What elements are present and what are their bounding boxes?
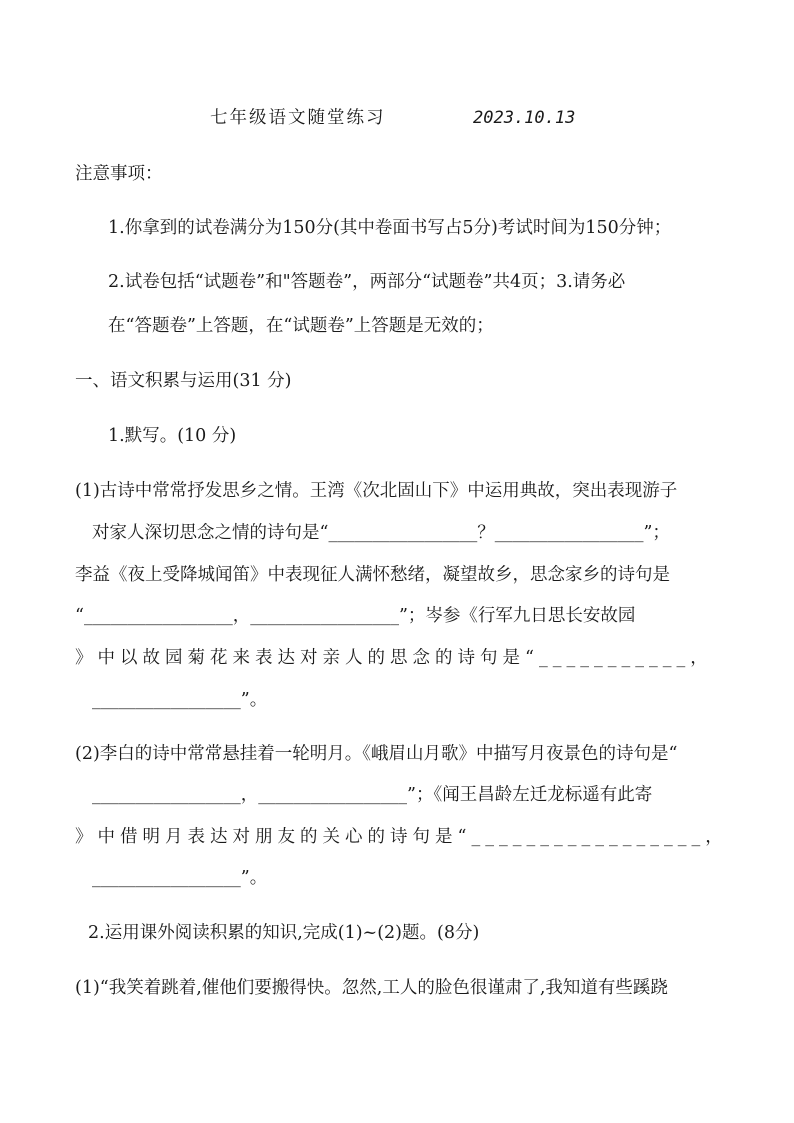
notice-item-1: 1.你拿到的试卷满分为150分(其中卷面书写占5分)考试时间为150分钟； bbox=[108, 218, 672, 238]
question-1-2-line: (2)李白的诗中常常悬挂着一轮明月。《峨眉山月歌》中描写月夜景色的诗句是“ bbox=[75, 744, 678, 764]
question-1-1-line: 李益《夜上受降城闻笛》中表现征人满怀愁绪，凝望故乡，思念家乡的诗句是 bbox=[75, 565, 670, 585]
notice-item-2-line-2: 在“答题卷”上答题，在“试题卷”上答题是无效的； bbox=[108, 316, 494, 336]
notice-item-2-line-1: 2.试卷包括“试题卷”和"答题卷”，两部分“试题卷”共4页；3.请务必 bbox=[108, 272, 626, 292]
question-1-1-line: _________________”。 bbox=[92, 690, 268, 710]
section-heading: 一、语文积累与运用(31 分) bbox=[75, 371, 292, 391]
question-1-2-line: _________________，_________________”；《闻王昌龄左迁龙标遥有此寄 bbox=[92, 785, 653, 805]
exam-title: 七年级语文随堂练习 bbox=[210, 108, 386, 128]
question-2-heading: 2.运用课外阅读积累的知识,完成(1)~(2)题。(8分) bbox=[88, 923, 480, 943]
question-1-1-line: 对家人深切思念之情的诗句是“_________________？_________________”； bbox=[92, 523, 670, 543]
question-1-1-line: (1)古诗中常常抒发思乡之情。王湾《次北固山下》中运用典故，突出表现游子 bbox=[75, 481, 678, 501]
question-2-1-line: (1)“我笑着跳着,催他们要搬得快。忽然,工人的脸色很谨肃了,我知道有些蹊跷 bbox=[75, 978, 668, 998]
question-1-2-line: 》中借明月表达对朋友的关心的诗句是“_________________， bbox=[75, 827, 728, 847]
notice-heading: 注意事项： bbox=[75, 164, 163, 184]
question-1-1-line: 》中以故园菊花来表达对亲人的思念的诗句是“___________， bbox=[75, 648, 713, 668]
question-1-2-line: _________________”。 bbox=[92, 868, 268, 888]
question-1-1-line: “_________________，_________________”；岑参《行军九日思长安故园 bbox=[75, 606, 636, 626]
question-1-heading: 1.默写。(10 分) bbox=[108, 426, 237, 446]
exam-date: 2023.10.13 bbox=[473, 108, 576, 128]
